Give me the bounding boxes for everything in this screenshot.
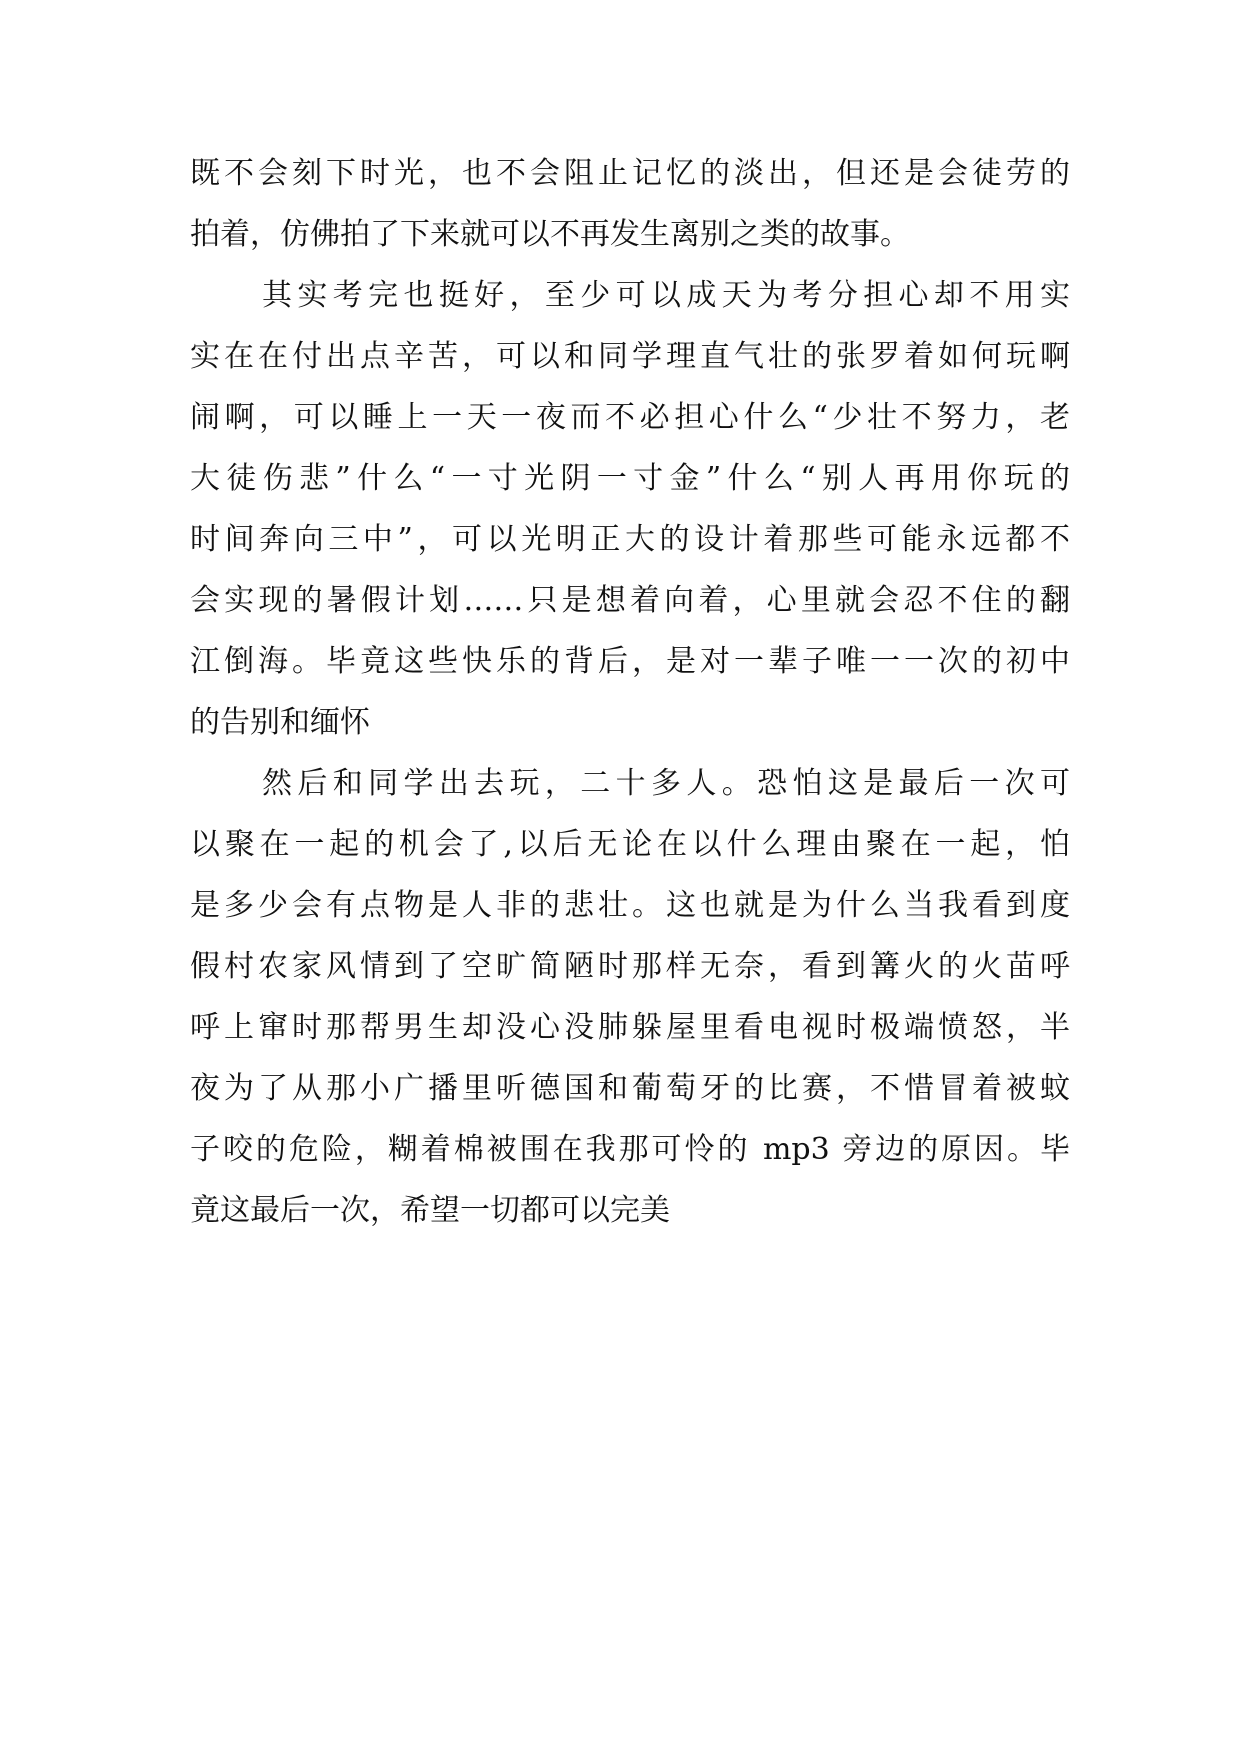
body-text [190,155,1070,1253]
paragraph-2-line-3: 闹啊，可以睡上一天一夜而不必担心什么“少壮不努力，老 [190,400,1070,435]
paragraph-3-line-1: 然后和同学出去玩，二十多人。恐怕这是最后一次可 [262,766,1070,801]
paragraph-2-line-7: 江倒海。毕竟这些快乐的背后，是对一辈子唯一一次的初中 [190,644,1070,679]
paragraph-3-line-7: 子咬的危险，糊着棉被围在我那可怜的 mp3 旁边的原因。毕 [190,1132,1070,1167]
paragraph-3-line-5: 呼上窜时那帮男生却没心没肺躲屋里看电视时极端愤怒，半 [190,1010,1070,1045]
paragraph-2-line-1: 其实考完也挺好，至少可以成天为考分担心却不用实 [262,278,1070,313]
paragraph-2-line-6: 会实现的暑假计划……只是想着向着，心里就会忍不住的翻 [190,583,1070,618]
paragraph-2-line-2: 实在在付出点辛苦，可以和同学理直气壮的张罗着如何玩啊 [190,339,1070,374]
paragraph-1-line-1: 既不会刻下时光，也不会阻止记忆的淡出，但还是会徒劳的 [190,156,1070,191]
paragraph-3-line-8: 竟这最后一次，希望一切都可以完美 [190,1193,670,1228]
paragraph-3-line-4: 假村农家风情到了空旷简陋时那样无奈，看到篝火的火苗呼 [190,949,1070,984]
paragraph-1-line-2: 拍着，仿佛拍了下来就可以不再发生离别之类的故事。 [190,217,910,252]
paragraph-3-line-2: 以聚在一起的机会了,以后无论在以什么理由聚在一起，怕 [190,827,1070,862]
paragraph-3-line-6: 夜为了从那小广播里听德国和葡萄牙的比赛，不惜冒着被蚊 [190,1071,1070,1106]
paragraph-3-line-3: 是多少会有点物是人非的悲壮。这也就是为什么当我看到度 [190,888,1070,923]
paragraph-2-line-5: 时间奔向三中”，可以光明正大的设计着那些可能永远都不 [190,522,1070,557]
paragraph-2-line-8: 的告别和缅怀 [190,705,370,740]
paragraph-2-line-4: 大徒伤悲”什么“一寸光阴一寸金”什么“别人再用你玩的 [190,461,1070,496]
